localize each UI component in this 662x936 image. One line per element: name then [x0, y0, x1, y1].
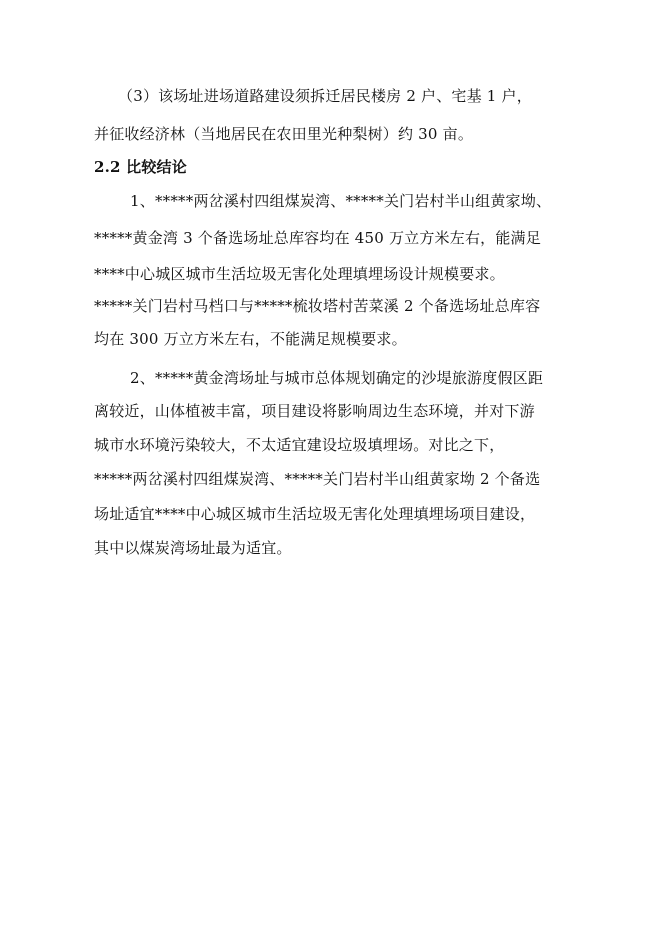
paragraph-line-1: （3）该场址进场道路建设须拆迁居民楼房 2 户、宅基 1 户，	[118, 87, 532, 105]
paragraph-line-10: 城市水环境污染较大，不太适宜建设垃圾填埋场。对比之下，	[94, 436, 505, 454]
paragraph-line-5: ****中心城区城市生活垃圾无害化处理填埋场设计规模要求。	[94, 265, 505, 283]
paragraph-line-2: 并征收经济林（当地居民在农田里光种梨树）约 30 亩。	[94, 125, 474, 143]
paragraph-line-7: 均在 300 万立方米左右，不能满足规模要求。	[94, 330, 407, 348]
paragraph-line-11: *****两岔溪村四组煤炭湾、*****关门岩村半山组黄家坳 2 个备选	[94, 470, 541, 488]
paragraph-line-6: *****关门岩村马档口与*****梳妆塔村苦菜溪 2 个备选场址总库容	[94, 297, 541, 315]
paragraph-line-13: 其中以煤炭湾场址最为适宜。	[94, 539, 292, 557]
paragraph-line-9: 离较近，山体植被丰富，项目建设将影响周边生态环境，并对下游	[94, 402, 535, 420]
section-heading: 2.2 比较结论	[94, 158, 187, 176]
paragraph-line-4: *****黄金湾 3 个备选场址总库容均在 450 万立方米左右，能满足	[94, 229, 541, 247]
paragraph-line-3: 1、*****两岔溪村四组煤炭湾、*****关门岩村半山组黄家坳、	[130, 192, 552, 210]
paragraph-line-12: 场址适宜****中心城区城市生活垃圾无害化处理填埋场项目建设，	[94, 505, 536, 523]
paragraph-line-8: 2、*****黄金湾场址与城市总体规划确定的沙堤旅游度假区距	[130, 369, 544, 387]
